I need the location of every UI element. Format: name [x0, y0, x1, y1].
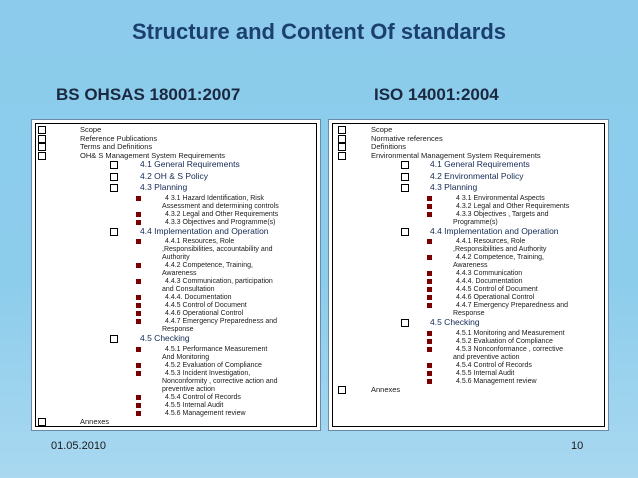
clause-text	[162, 194, 279, 211]
clause-text-line: 4.5.2 Evaluation of Compliance	[456, 337, 553, 345]
clause-text	[80, 126, 101, 134]
clause-text-line: Scope	[80, 125, 102, 134]
square-bullet-icon	[427, 379, 432, 384]
clause-text-line: 4.5.4 Control of Records	[456, 361, 532, 369]
clause-text	[140, 160, 240, 168]
clause-text-line: and preventive action	[453, 353, 520, 361]
checkbox-bullet-icon	[401, 173, 409, 181]
checkbox-bullet-icon	[38, 135, 46, 143]
clause-text-line: And Monitoring	[162, 353, 210, 361]
clause-text	[456, 378, 537, 386]
clause-text	[430, 172, 524, 180]
square-bullet-icon	[427, 363, 432, 368]
square-bullet-icon	[427, 212, 432, 217]
clause-text-line: 4.4.3 Communication, participation	[165, 278, 273, 285]
clause-text-line: Response	[453, 310, 485, 317]
clause-text-line: Programme(s)	[453, 218, 498, 226]
clause-text-line: 4.3.2 Legal and Other Requirements	[456, 202, 570, 210]
square-bullet-icon	[136, 371, 141, 376]
clause-text-line: 4.1 General Requirements	[140, 159, 240, 169]
checkbox-bullet-icon	[401, 184, 409, 192]
left-standard-heading: BS OHSAS 18001:2007	[56, 85, 241, 104]
clause-text	[140, 172, 208, 180]
clause-text-line: 4.5.6 Management review	[165, 409, 246, 417]
clause-text	[165, 310, 243, 318]
checkbox-bullet-icon	[110, 335, 118, 343]
clause-text-line: 4.5.5 Internal Audit	[456, 369, 515, 377]
checkbox-bullet-icon	[38, 152, 46, 160]
clause-text-line: 4.4.6 Operational Control	[456, 294, 535, 301]
clause-text-line: 4.5.1 Performance Measurement	[165, 345, 268, 353]
square-bullet-icon	[136, 395, 141, 400]
checkbox-bullet-icon	[110, 161, 118, 169]
clause-text	[453, 210, 549, 227]
clause-text-line: 4 3.1 Hazard Identification, Risk	[165, 194, 264, 202]
clause-text	[162, 262, 253, 278]
clause-text	[456, 338, 553, 346]
square-bullet-icon	[427, 204, 432, 209]
checkbox-bullet-icon	[110, 173, 118, 181]
clause-text-line: 4.5.4 Control of Records	[165, 393, 241, 401]
left-standard-panel	[31, 119, 321, 431]
square-bullet-icon	[136, 347, 141, 352]
clause-text-line: 4.2 Environmental Policy	[430, 170, 524, 181]
square-bullet-icon	[427, 303, 432, 308]
clause-text-line: 4.5.3 Nonconformance , corrective	[456, 345, 563, 353]
square-bullet-icon	[427, 271, 432, 276]
clause-text-line: 4.4.4. Documentation	[165, 294, 232, 301]
clause-text	[453, 345, 563, 362]
clause-text-line: 4.1 General Requirements	[430, 159, 530, 169]
clause-text-line: Annexes	[371, 384, 401, 394]
checkbox-bullet-icon	[401, 228, 409, 236]
checkbox-bullet-icon	[401, 161, 409, 169]
clause-text-line: Normative references	[371, 133, 443, 143]
clause-text	[456, 362, 532, 370]
clause-text-line: 4.4.1 Resources, Role	[165, 238, 235, 245]
clause-text	[140, 183, 187, 191]
clause-text-line: Nonconformity , corrective action and	[162, 377, 278, 385]
checkbox-bullet-icon	[338, 135, 346, 143]
clause-text-line: 4.3.3 Objectives and Programme(s)	[165, 218, 276, 226]
checkbox-bullet-icon	[338, 386, 346, 394]
clause-text	[162, 345, 268, 362]
square-bullet-icon	[427, 279, 432, 284]
square-bullet-icon	[427, 255, 432, 260]
clause-text	[80, 418, 109, 426]
clause-text	[430, 183, 477, 191]
square-bullet-icon	[136, 303, 141, 308]
square-bullet-icon	[427, 347, 432, 352]
clause-text-line: Awareness	[453, 262, 488, 269]
square-bullet-icon	[427, 339, 432, 344]
clause-text	[456, 270, 522, 278]
square-bullet-icon	[136, 239, 141, 244]
clause-text-line: Terms and Definitions	[80, 142, 153, 151]
square-bullet-icon	[427, 287, 432, 292]
right-standard-panel	[328, 119, 609, 431]
clause-text-line: 4.5.1 Monitoring and Measurement	[456, 329, 565, 337]
clause-text-line: 4.4.5 Control of Document	[456, 286, 538, 293]
clause-text	[140, 334, 190, 342]
checkbox-bullet-icon	[401, 319, 409, 327]
clause-text-line: and Consultation	[162, 286, 215, 293]
checkbox-bullet-icon	[110, 228, 118, 236]
checkbox-bullet-icon	[110, 184, 118, 192]
checkbox-bullet-icon	[38, 418, 46, 426]
square-bullet-icon	[427, 295, 432, 300]
clause-text	[456, 370, 514, 378]
square-bullet-icon	[136, 363, 141, 368]
clause-text-line: 4.5.5 Internal Audit	[165, 401, 224, 409]
clause-text-line: Definitions	[371, 142, 407, 151]
clause-text-line: Response	[162, 326, 194, 333]
clause-text-line: ,Responsibilities and Authority	[453, 246, 547, 253]
clause-text-line: 4.4.2 Competence, Training,	[165, 262, 253, 269]
clause-text-line: 4.4.7 Emergency Preparedness and	[456, 302, 569, 309]
clause-text	[456, 203, 569, 211]
clause-text-line: Scope	[371, 125, 393, 134]
clause-text-line: 4.4.2 Competence, Training,	[456, 254, 544, 261]
clause-text-line: 4.4.6 Operational Control	[165, 310, 244, 317]
clause-text-line: 4.3.2 Legal and Other Requirements	[165, 210, 279, 218]
clause-text	[162, 369, 278, 394]
clause-text-line: Authority	[162, 254, 190, 261]
clause-text	[162, 238, 273, 262]
clause-text-line: 4.5 Checking	[140, 333, 190, 343]
clause-text-line: 4.4.1 Resources, Role	[456, 238, 526, 245]
clause-text-line: 4.4.3 Communication	[456, 270, 523, 277]
clause-text	[456, 294, 534, 302]
clause-text-line: Environmental Management System Requirements	[371, 150, 541, 160]
clause-text	[140, 227, 269, 235]
square-bullet-icon	[136, 279, 141, 284]
square-bullet-icon	[136, 263, 141, 268]
clause-text-line: 4.2 OH & S Policy	[140, 170, 209, 181]
checkbox-bullet-icon	[338, 143, 346, 151]
clause-text-line: 4.5.2 Evaluation of Compliance	[165, 361, 262, 369]
square-bullet-icon	[136, 311, 141, 316]
clause-text-line: 4.4.5 Control of Document	[165, 302, 247, 309]
square-bullet-icon	[427, 331, 432, 336]
clause-text-line: Awareness	[162, 270, 197, 277]
clause-text	[162, 278, 273, 294]
clause-text-line: 4.4 Implementation and Operation	[140, 225, 269, 236]
checkbox-bullet-icon	[38, 143, 46, 151]
clause-text-line: 4.5.3 Incident Investigation,	[165, 369, 251, 377]
slide-title: Structure and Content Of standards	[131, 19, 507, 44]
checkbox-bullet-icon	[338, 152, 346, 160]
clause-text-line: Assessment and determining controls	[162, 202, 279, 210]
clause-text	[371, 126, 392, 134]
clause-text	[165, 410, 246, 418]
square-bullet-icon	[136, 220, 141, 225]
clause-text	[165, 394, 241, 402]
square-bullet-icon	[136, 411, 141, 416]
clause-text	[453, 238, 547, 254]
clause-text	[430, 318, 480, 326]
clause-text	[430, 227, 559, 235]
clause-text	[371, 386, 400, 394]
square-bullet-icon	[136, 295, 141, 300]
clause-text	[456, 286, 538, 294]
clause-text	[371, 143, 406, 151]
clause-text	[453, 302, 569, 318]
clause-text	[165, 294, 232, 302]
left-clause-list	[32, 120, 320, 430]
clause-text-line: 4.4.4. Documentation	[456, 278, 523, 285]
page-number: 10	[571, 440, 584, 452]
clause-text-line: preventive action	[162, 385, 215, 393]
square-bullet-icon	[427, 371, 432, 376]
clause-text-line: 4.3.3 Objectives , Targets and	[456, 210, 549, 218]
square-bullet-icon	[427, 239, 432, 244]
clause-text-line: 4.4.7 Emergency Preparedness and	[165, 318, 278, 325]
clause-text	[456, 195, 545, 203]
clause-text	[430, 160, 530, 168]
clause-text	[456, 330, 565, 338]
clause-text	[162, 318, 278, 334]
clause-text-line: OH& S Management System Requirements	[80, 150, 226, 160]
right-standard-heading: ISO 14001:2004	[374, 85, 499, 104]
clause-text-line: ,Responsibilities, accountability and	[162, 246, 273, 253]
clause-text-line: 4.3 Planning	[430, 182, 478, 192]
clause-text-line: 4.5.6 Management review	[456, 377, 537, 385]
footer-date: 01.05.2010	[51, 440, 107, 452]
square-bullet-icon	[136, 196, 141, 201]
clause-text-line: Reference Publications	[80, 133, 158, 143]
clause-text-line: 4.5 Checking	[430, 317, 480, 327]
square-bullet-icon	[136, 403, 141, 408]
clause-text	[453, 254, 544, 270]
square-bullet-icon	[136, 212, 141, 217]
clause-text	[456, 278, 523, 286]
clause-text	[80, 143, 152, 151]
clause-text-line: Annexes	[80, 416, 110, 426]
clause-text	[165, 402, 223, 410]
square-bullet-icon	[136, 319, 141, 324]
clause-text-line: 4.3 Planning	[140, 182, 188, 192]
clause-text	[165, 211, 278, 219]
clause-text	[165, 362, 262, 370]
square-bullet-icon	[427, 196, 432, 201]
clause-text	[165, 302, 247, 310]
right-clause-list	[329, 120, 608, 430]
checkbox-bullet-icon	[338, 126, 346, 134]
clause-text-line: 4 3.1 Environmental Aspects	[456, 194, 545, 202]
checkbox-bullet-icon	[38, 126, 46, 134]
clause-text-line: 4.4 Implementation and Operation	[430, 225, 559, 236]
